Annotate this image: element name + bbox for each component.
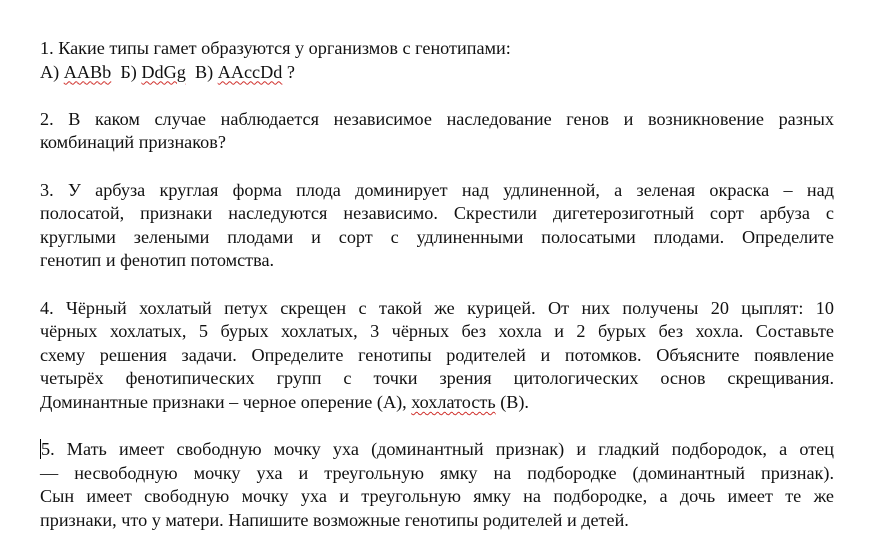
option-b-prefix: Б)	[111, 61, 142, 82]
question-4-line-5-pre: Доминантные признаки – черное оперение (А),	[40, 391, 412, 412]
question-2-line-2: комбинаций признаков?	[40, 132, 226, 153]
question-3-line-4: генотип и фенотип потомства.	[40, 250, 275, 271]
question-2-line-1: 2. В каком случае наблюдается независимое наследование генов и возникновение разных	[40, 108, 834, 129]
question-4	[40, 297, 834, 415]
option-b-genotype: DdGg	[141, 61, 186, 82]
spellcheck-word: хохлатость	[411, 391, 496, 412]
question-5-line-4: признаки, что у матери. Напишите возможные генотипы родителей и детей.	[40, 509, 629, 530]
question-3-line-3: круглыми зелеными плодами и сорт с удлиненными полосатыми плодами. Определите	[40, 226, 834, 247]
question-2	[40, 108, 834, 155]
question-3	[40, 179, 834, 273]
question-4-line-1: 4. Чёрный хохлатый петух скрещен с такой же курицей. От них получены 20 цыплят: 10	[40, 297, 834, 318]
options-suffix: ?	[282, 61, 295, 82]
question-4-line-5	[40, 391, 834, 415]
option-c-genotype: AAccDd	[217, 61, 283, 82]
question-5-line-2: — несвободную мочку уха и треугольную ямку на подбородке (доминантный признак).	[40, 462, 834, 483]
question-3-line-2: полосатой, признаки наследуются независимо. Скрестили дигетерозиготный сорт арбуза с	[40, 203, 834, 224]
question-5-line-1-text: 5. Мать имеет свободную мочку уха (доминантный признак) и гладкий подбородок, а отец	[41, 439, 834, 460]
option-a-prefix: А)	[40, 61, 64, 82]
question-4-line-2: чёрных хохлатых, 5 бурых хохлатых, 3 чёрных без хохла и 2 бурых без хохла. Составьте	[40, 321, 834, 342]
question-5-line-3: Сын имеет свободную мочку уха и треугольную ямку на подбородке, а дочь имеет те же	[40, 486, 834, 507]
option-a-genotype: AABb	[63, 61, 112, 82]
option-c-prefix: В)	[185, 61, 218, 82]
question-3-line-1: 3. У арбуза круглая форма плода доминирует над удлиненной, а зеленая окраска – над	[40, 179, 834, 200]
question-4-line-5-post: (В).	[495, 391, 529, 412]
question-1	[40, 37, 834, 84]
question-4-line-3: схему решения задачи. Определите генотипы родителей и потомков. Объясните появление	[40, 344, 834, 365]
question-1-options	[40, 61, 834, 85]
question-5-line-1	[40, 438, 834, 462]
question-5	[40, 438, 834, 532]
document-body[interactable]	[40, 37, 834, 532]
question-4-line-4: четырёх фенотипических групп с точки зрения цитологических основ скрещивания.	[40, 368, 834, 389]
question-1-line-1: 1. Какие типы гамет образуются у организмов с генотипами:	[40, 38, 511, 58]
